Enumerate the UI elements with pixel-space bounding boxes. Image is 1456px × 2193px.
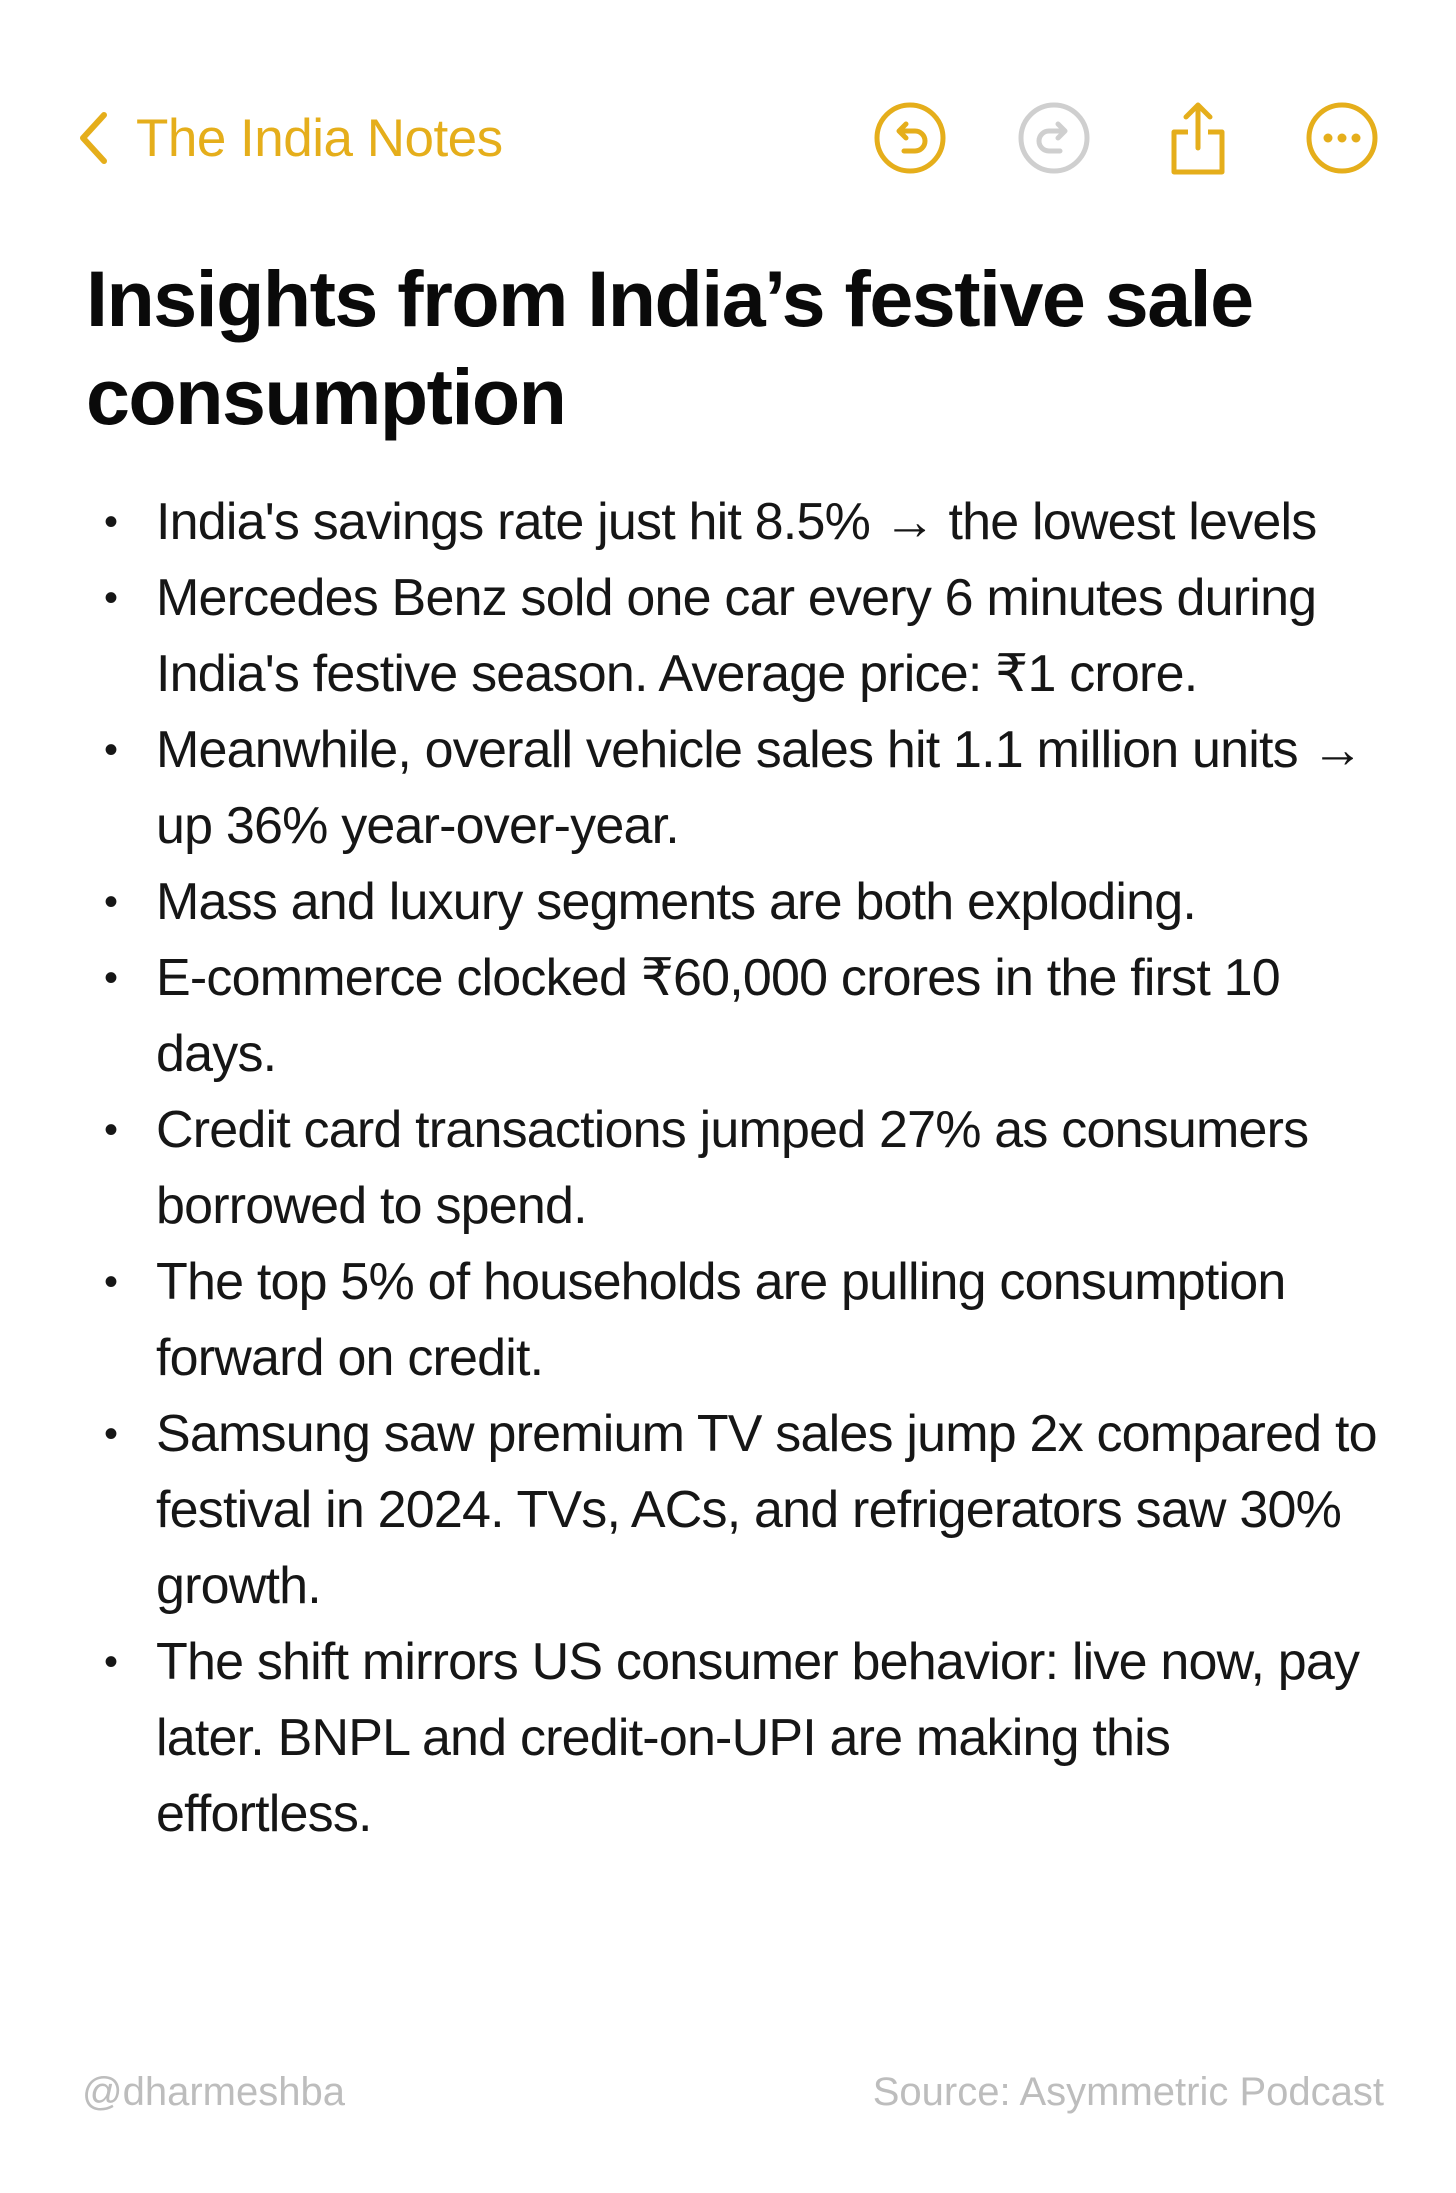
- list-item-text: Mass and luxury segments are both exploding.: [156, 873, 1197, 931]
- bullet-icon: •: [104, 1640, 118, 1684]
- undo-icon[interactable]: [870, 98, 950, 178]
- list-item-text: E-commerce clocked ₹60,000 crores in the first 10 days.: [156, 949, 1280, 1083]
- list-item-text: Samsung saw premium TV sales jump 2x compared to festival in 2024. TVs, ACs, and refrigerators saw 30% growth.: [156, 1405, 1377, 1615]
- bullet-icon: •: [104, 728, 118, 772]
- list-item: [86, 712, 1386, 864]
- list-item: [86, 560, 1386, 712]
- list-item: [86, 1396, 1386, 1624]
- redo-icon[interactable]: [1014, 98, 1094, 178]
- back-label: The India Notes: [136, 108, 503, 168]
- source-credit: Source: Asymmetric Podcast: [872, 2070, 1384, 2114]
- list-item-text: India's savings rate just hit 8.5% → the lowest levels: [156, 493, 1317, 551]
- bullet-icon: •: [104, 500, 118, 544]
- list-item: [86, 484, 1386, 560]
- list-item: [86, 864, 1386, 940]
- share-icon[interactable]: [1158, 98, 1238, 178]
- list-item-text: The top 5% of households are pulling consumption forward on credit.: [156, 1253, 1286, 1387]
- bullet-icon: •: [104, 956, 118, 1000]
- bullet-icon: •: [104, 1260, 118, 1304]
- bullet-icon: •: [104, 576, 118, 620]
- bullet-icon: •: [104, 1108, 118, 1152]
- list-item-text: Mercedes Benz sold one car every 6 minutes during India's festive season. Average price: ₹1 crore.: [156, 569, 1317, 703]
- list-item-text: Meanwhile, overall vehicle sales hit 1.1 million units → up 36% year-over-year.: [156, 721, 1363, 855]
- bullet-icon: •: [104, 880, 118, 924]
- author-handle: @dharmeshba: [82, 2070, 345, 2114]
- chevron-left-icon: [78, 111, 108, 165]
- list-item: [86, 1624, 1386, 1852]
- list-item: [86, 1244, 1386, 1396]
- back-button[interactable]: [78, 98, 503, 178]
- navigation-bar: [0, 88, 1456, 188]
- note-title: Insights from India’s festive sale consumption: [86, 254, 1253, 441]
- list-item: [86, 1092, 1386, 1244]
- list-item: [86, 940, 1386, 1092]
- list-item-text: The shift mirrors US consumer behavior: live now, pay later. BNPL and credit-on-UPI are making this effortless.: [156, 1633, 1360, 1843]
- bullet-list: [86, 484, 1386, 1852]
- toolbar-actions: [870, 98, 1382, 178]
- bullet-icon: •: [104, 1412, 118, 1456]
- list-item-text: Credit card transactions jumped 27% as consumers borrowed to spend.: [156, 1101, 1309, 1235]
- more-icon[interactable]: [1302, 98, 1382, 178]
